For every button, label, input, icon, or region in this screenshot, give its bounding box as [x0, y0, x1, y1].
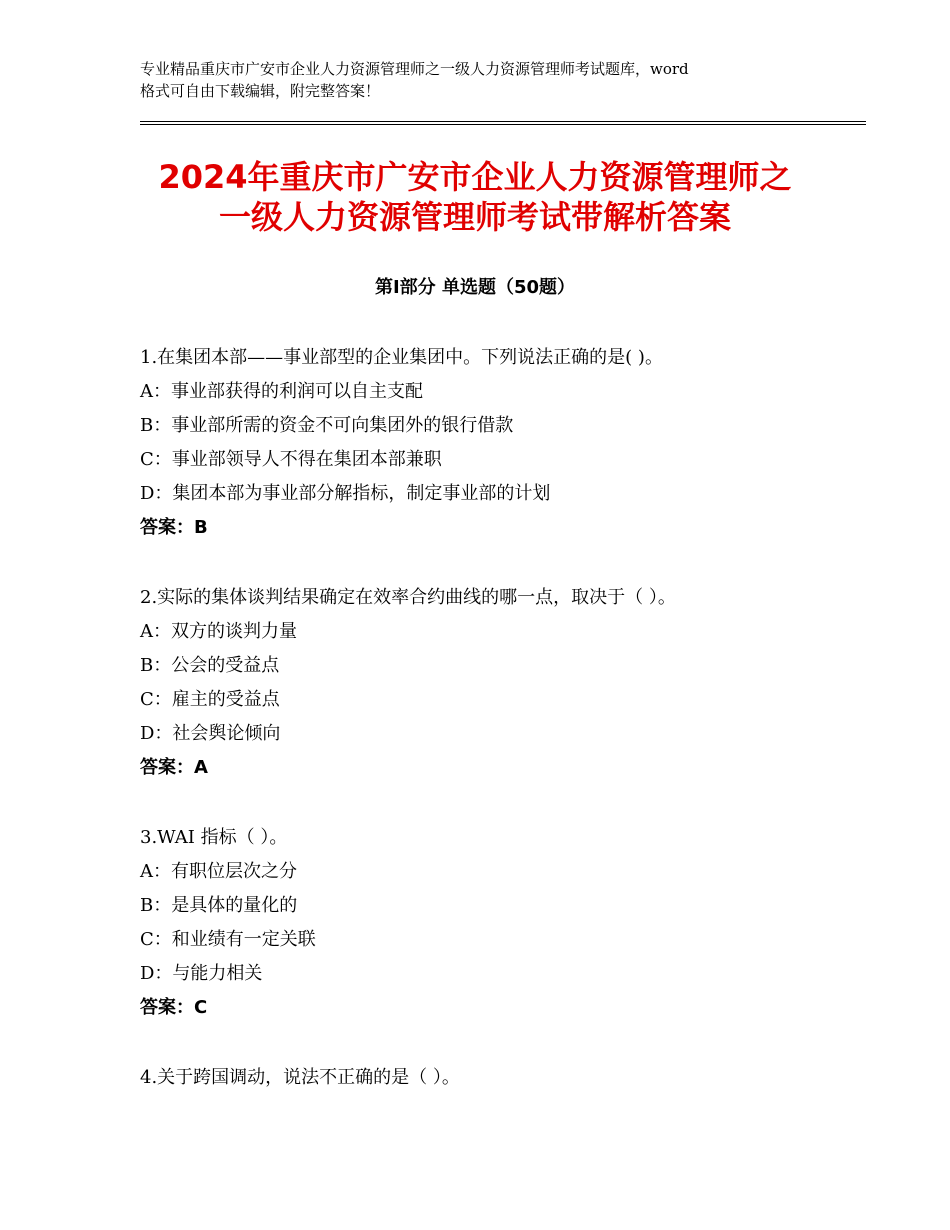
- option-c: C：雇主的受益点: [140, 689, 280, 710]
- question-stem: 4.关于跨国调动，说法不正确的是（ ）。: [140, 1067, 460, 1088]
- option-b: B：公会的受益点: [140, 655, 280, 676]
- header-note-line-1: 专业精品重庆市广安市企业人力资源管理师之一级人力资源管理师考试题库，word: [140, 60, 689, 78]
- question-2: [140, 581, 870, 785]
- option-a: A：有职位层次之分: [140, 861, 297, 882]
- header-note-line-2: 格式可自由下载编辑，附完整答案！: [140, 82, 381, 100]
- option-a: A：双方的谈判力量: [140, 621, 297, 642]
- header-note: [140, 58, 830, 102]
- document-title: [100, 157, 850, 237]
- question-stem: 3.WAI 指标（ ）。: [140, 827, 288, 848]
- question-1: [140, 341, 870, 545]
- document-title-line-2: 一级人力资源管理师考试带解析答案: [218, 198, 731, 236]
- question-stem: 2.实际的集体谈判结果确定在效率合约曲线的哪一点，取决于（ ）。: [140, 587, 676, 608]
- option-d: D：集团本部为事业部分解指标，制定事业部的计划: [140, 483, 551, 504]
- option-b: B：是具体的量化的: [140, 895, 298, 916]
- document-title-line-1: 2024年重庆市广安市企业人力资源管理师之: [158, 158, 792, 196]
- answer: 答案：A: [140, 757, 208, 778]
- option-c: C：和业绩有一定关联: [140, 929, 316, 950]
- question-list: [140, 341, 870, 1131]
- option-a: A：事业部获得的利润可以自主支配: [140, 381, 423, 402]
- answer: 答案：C: [140, 997, 208, 1018]
- question-4: [140, 1061, 870, 1095]
- option-b: B：事业部所需的资金不可向集团外的银行借款: [140, 415, 514, 436]
- option-d: D：与能力相关: [140, 963, 263, 984]
- section-title: 第Ⅰ部分 单选题（50题）: [374, 277, 575, 298]
- question-3: [140, 821, 870, 1025]
- option-c: C：事业部领导人不得在集团本部兼职: [140, 449, 442, 470]
- answer: 答案：B: [140, 517, 208, 538]
- question-stem: 1.在集团本部——事业部型的企业集团中。下列说法正确的是( )。: [140, 347, 663, 368]
- header-divider: [140, 121, 866, 125]
- option-d: D：社会舆论倾向: [140, 723, 281, 744]
